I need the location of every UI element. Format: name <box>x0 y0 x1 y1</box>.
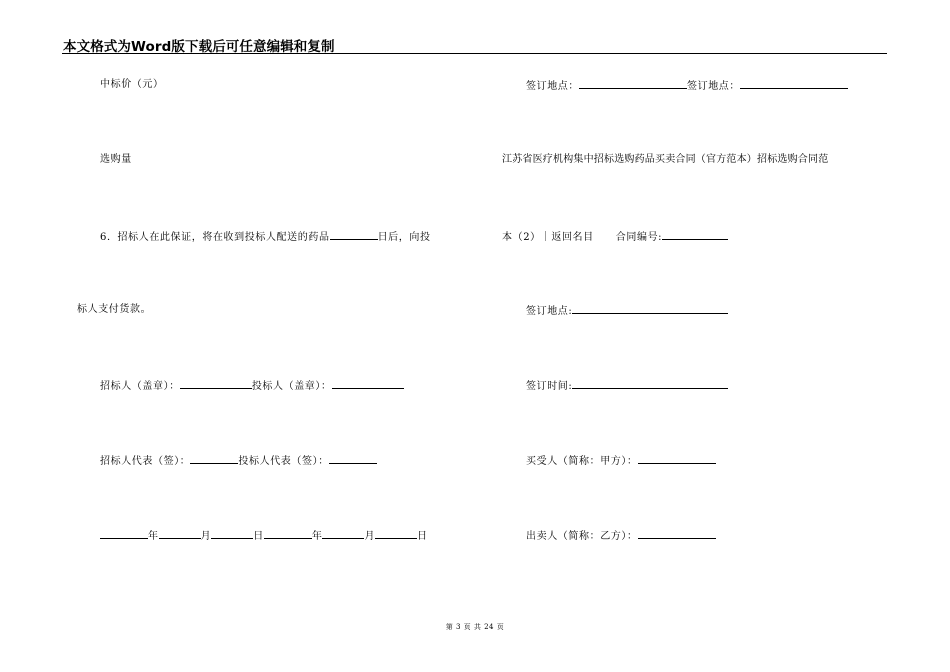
contract-title: 江苏省医疗机构集中招标选购药品买卖合同（官方范本）招标选购合同范 <box>502 154 829 165</box>
sign-place-blank-b[interactable] <box>740 78 848 89</box>
bidder-seal-blank[interactable] <box>332 378 404 389</box>
clause-6-text-end: 日后，向投 <box>377 232 431 243</box>
year-label-2: 年 <box>311 531 323 542</box>
seller-blank[interactable] <box>638 528 716 539</box>
sign-location-blank[interactable] <box>572 303 728 314</box>
sign-location-label: 签订地点: <box>526 306 573 317</box>
contract-number-line <box>502 229 728 245</box>
sign-place-blank-a[interactable] <box>579 78 687 89</box>
clause-6-line <box>100 229 431 245</box>
clause-6-text-start: 6．招标人在此保证，将在收到投标人配送的药品 <box>100 232 330 243</box>
bidder-rep-blank[interactable] <box>329 453 377 464</box>
clause-6-continuation: 标人支付货款。 <box>77 304 152 315</box>
contract-number-label: 合同编号: <box>615 232 663 243</box>
buyer-label: 买受人（简称：甲方）： <box>526 456 638 467</box>
sign-location-line <box>526 303 728 319</box>
tenderer-seal-blank[interactable] <box>180 378 252 389</box>
representative-line <box>100 453 377 469</box>
header-divider <box>62 53 887 54</box>
day-blank-1[interactable] <box>211 528 253 539</box>
tenderer-rep-blank[interactable] <box>190 453 238 464</box>
date-line <box>100 528 428 544</box>
bidder-rep-label: 投标人代表（签）： <box>238 456 329 467</box>
month-blank-2[interactable] <box>322 528 364 539</box>
sign-place-label-b: 签订地点： <box>687 81 740 92</box>
contract-number-blank[interactable] <box>662 229 728 240</box>
purchase-quantity-label: 选购量 <box>100 154 132 165</box>
year-label: 年 <box>148 531 159 542</box>
tenderer-rep-label: 招标人代表（签）： <box>100 456 191 467</box>
seller-line <box>526 528 716 544</box>
sign-time-label: 签订时间: <box>526 381 573 392</box>
buyer-blank[interactable] <box>638 453 716 464</box>
month-label: 月 <box>200 531 212 542</box>
tenderer-seal-label: 招标人（盖章）： <box>100 381 180 392</box>
buyer-line <box>526 453 716 469</box>
seal-line <box>100 378 404 394</box>
day-label-2: 日 <box>417 531 428 542</box>
month-blank-1[interactable] <box>159 528 201 539</box>
sign-place-label-a: 签订地点： <box>526 81 579 92</box>
day-label: 日 <box>253 531 264 542</box>
year-blank-2[interactable] <box>264 528 312 539</box>
month-label-2: 月 <box>364 531 376 542</box>
year-blank-1[interactable] <box>100 528 148 539</box>
sign-place-line <box>526 78 848 94</box>
contract-title-continuation: 本（2）｜返回名目 <box>502 232 594 243</box>
days-blank[interactable] <box>330 229 378 240</box>
bidder-seal-label: 投标人（盖章）： <box>251 381 332 392</box>
sign-time-blank[interactable] <box>572 378 728 389</box>
bid-price-label: 中标价（元） <box>100 79 164 90</box>
seller-label: 出卖人（简称：乙方）： <box>526 531 638 542</box>
sign-time-line <box>526 378 728 394</box>
day-blank-2[interactable] <box>375 528 417 539</box>
document-header-title: 本文格式为Word版下载后可任意编辑和复制 <box>63 39 335 55</box>
page-number: 第 3 页 共 24 页 <box>445 623 505 631</box>
